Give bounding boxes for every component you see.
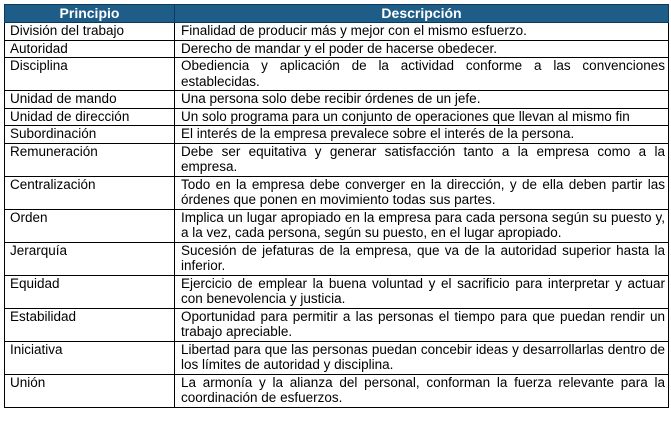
description-cell: Finalidad de producir más y mejor con el mismo esfuerzo.	[175, 23, 669, 41]
table-row	[5, 176, 669, 209]
principle-cell: Iniciativa	[5, 341, 175, 374]
principle-cell: División del trabajo	[5, 23, 175, 41]
principle-cell: Unión	[5, 374, 175, 407]
table-row	[5, 209, 669, 242]
table-row	[5, 58, 669, 91]
description-cell: Derecho de mandar y el poder de hacerse obedecer.	[175, 40, 669, 58]
table-row	[5, 242, 669, 275]
table-row	[5, 341, 669, 374]
principle-cell: Remuneración	[5, 143, 175, 176]
table-row	[5, 91, 669, 109]
description-cell: Ejercicio de emplear la buena voluntad y el sacrificio para interpretar y actuar con benevolencia y justicia.	[175, 275, 669, 308]
column-header-principle: Principio	[5, 5, 175, 23]
description-cell: Implica un lugar apropiado en la empresa para cada persona según su puesto y, a la vez, cada persona, según su puesto, en el lugar apropiado.	[175, 209, 669, 242]
table-row	[5, 23, 669, 41]
principle-cell: Equidad	[5, 275, 175, 308]
table-row	[5, 126, 669, 144]
description-cell: Sucesión de jefaturas de la empresa, que va de la autoridad superior hasta la inferior.	[175, 242, 669, 275]
principle-cell: Disciplina	[5, 58, 175, 91]
principle-cell: Unidad de mando	[5, 91, 175, 109]
table-row	[5, 374, 669, 407]
principle-cell: Unidad de dirección	[5, 108, 175, 126]
principle-cell: Autoridad	[5, 40, 175, 58]
description-cell: Todo en la empresa debe converger en la dirección, y de ella deben partir las órdenes que ponen en movimiento todas sus partes.	[175, 176, 669, 209]
column-header-description: Descripción	[175, 5, 669, 23]
table-header-row	[5, 5, 669, 23]
principles-table	[4, 4, 669, 408]
principle-cell: Centralización	[5, 176, 175, 209]
table-row	[5, 275, 669, 308]
description-cell: Un solo programa para un conjunto de operaciones que llevan al mismo fin	[175, 108, 669, 126]
table-row	[5, 40, 669, 58]
table-row	[5, 143, 669, 176]
description-cell: Debe ser equitativa y generar satisfacción tanto a la empresa como a la empresa.	[175, 143, 669, 176]
table-row	[5, 108, 669, 126]
description-cell: Libertad para que las personas puedan concebir ideas y desarrollarlas dentro de los límites de autoridad y disciplina.	[175, 341, 669, 374]
table-row	[5, 308, 669, 341]
principle-cell: Subordinación	[5, 126, 175, 144]
description-cell: Una persona solo debe recibir órdenes de un jefe.	[175, 91, 669, 109]
description-cell: El interés de la empresa prevalece sobre el interés de la persona.	[175, 126, 669, 144]
principle-cell: Estabilidad	[5, 308, 175, 341]
description-cell: La armonía y la alianza del personal, conforman la fuerza relevante para la coordinación de esfuerzos.	[175, 374, 669, 407]
principle-cell: Jerarquía	[5, 242, 175, 275]
description-cell: Oportunidad para permitir a las personas el tiempo para que puedan rendir un trabajo apreciable.	[175, 308, 669, 341]
description-cell: Obediencia y aplicación de la actividad conforme a las convenciones establecidas.	[175, 58, 669, 91]
principle-cell: Orden	[5, 209, 175, 242]
